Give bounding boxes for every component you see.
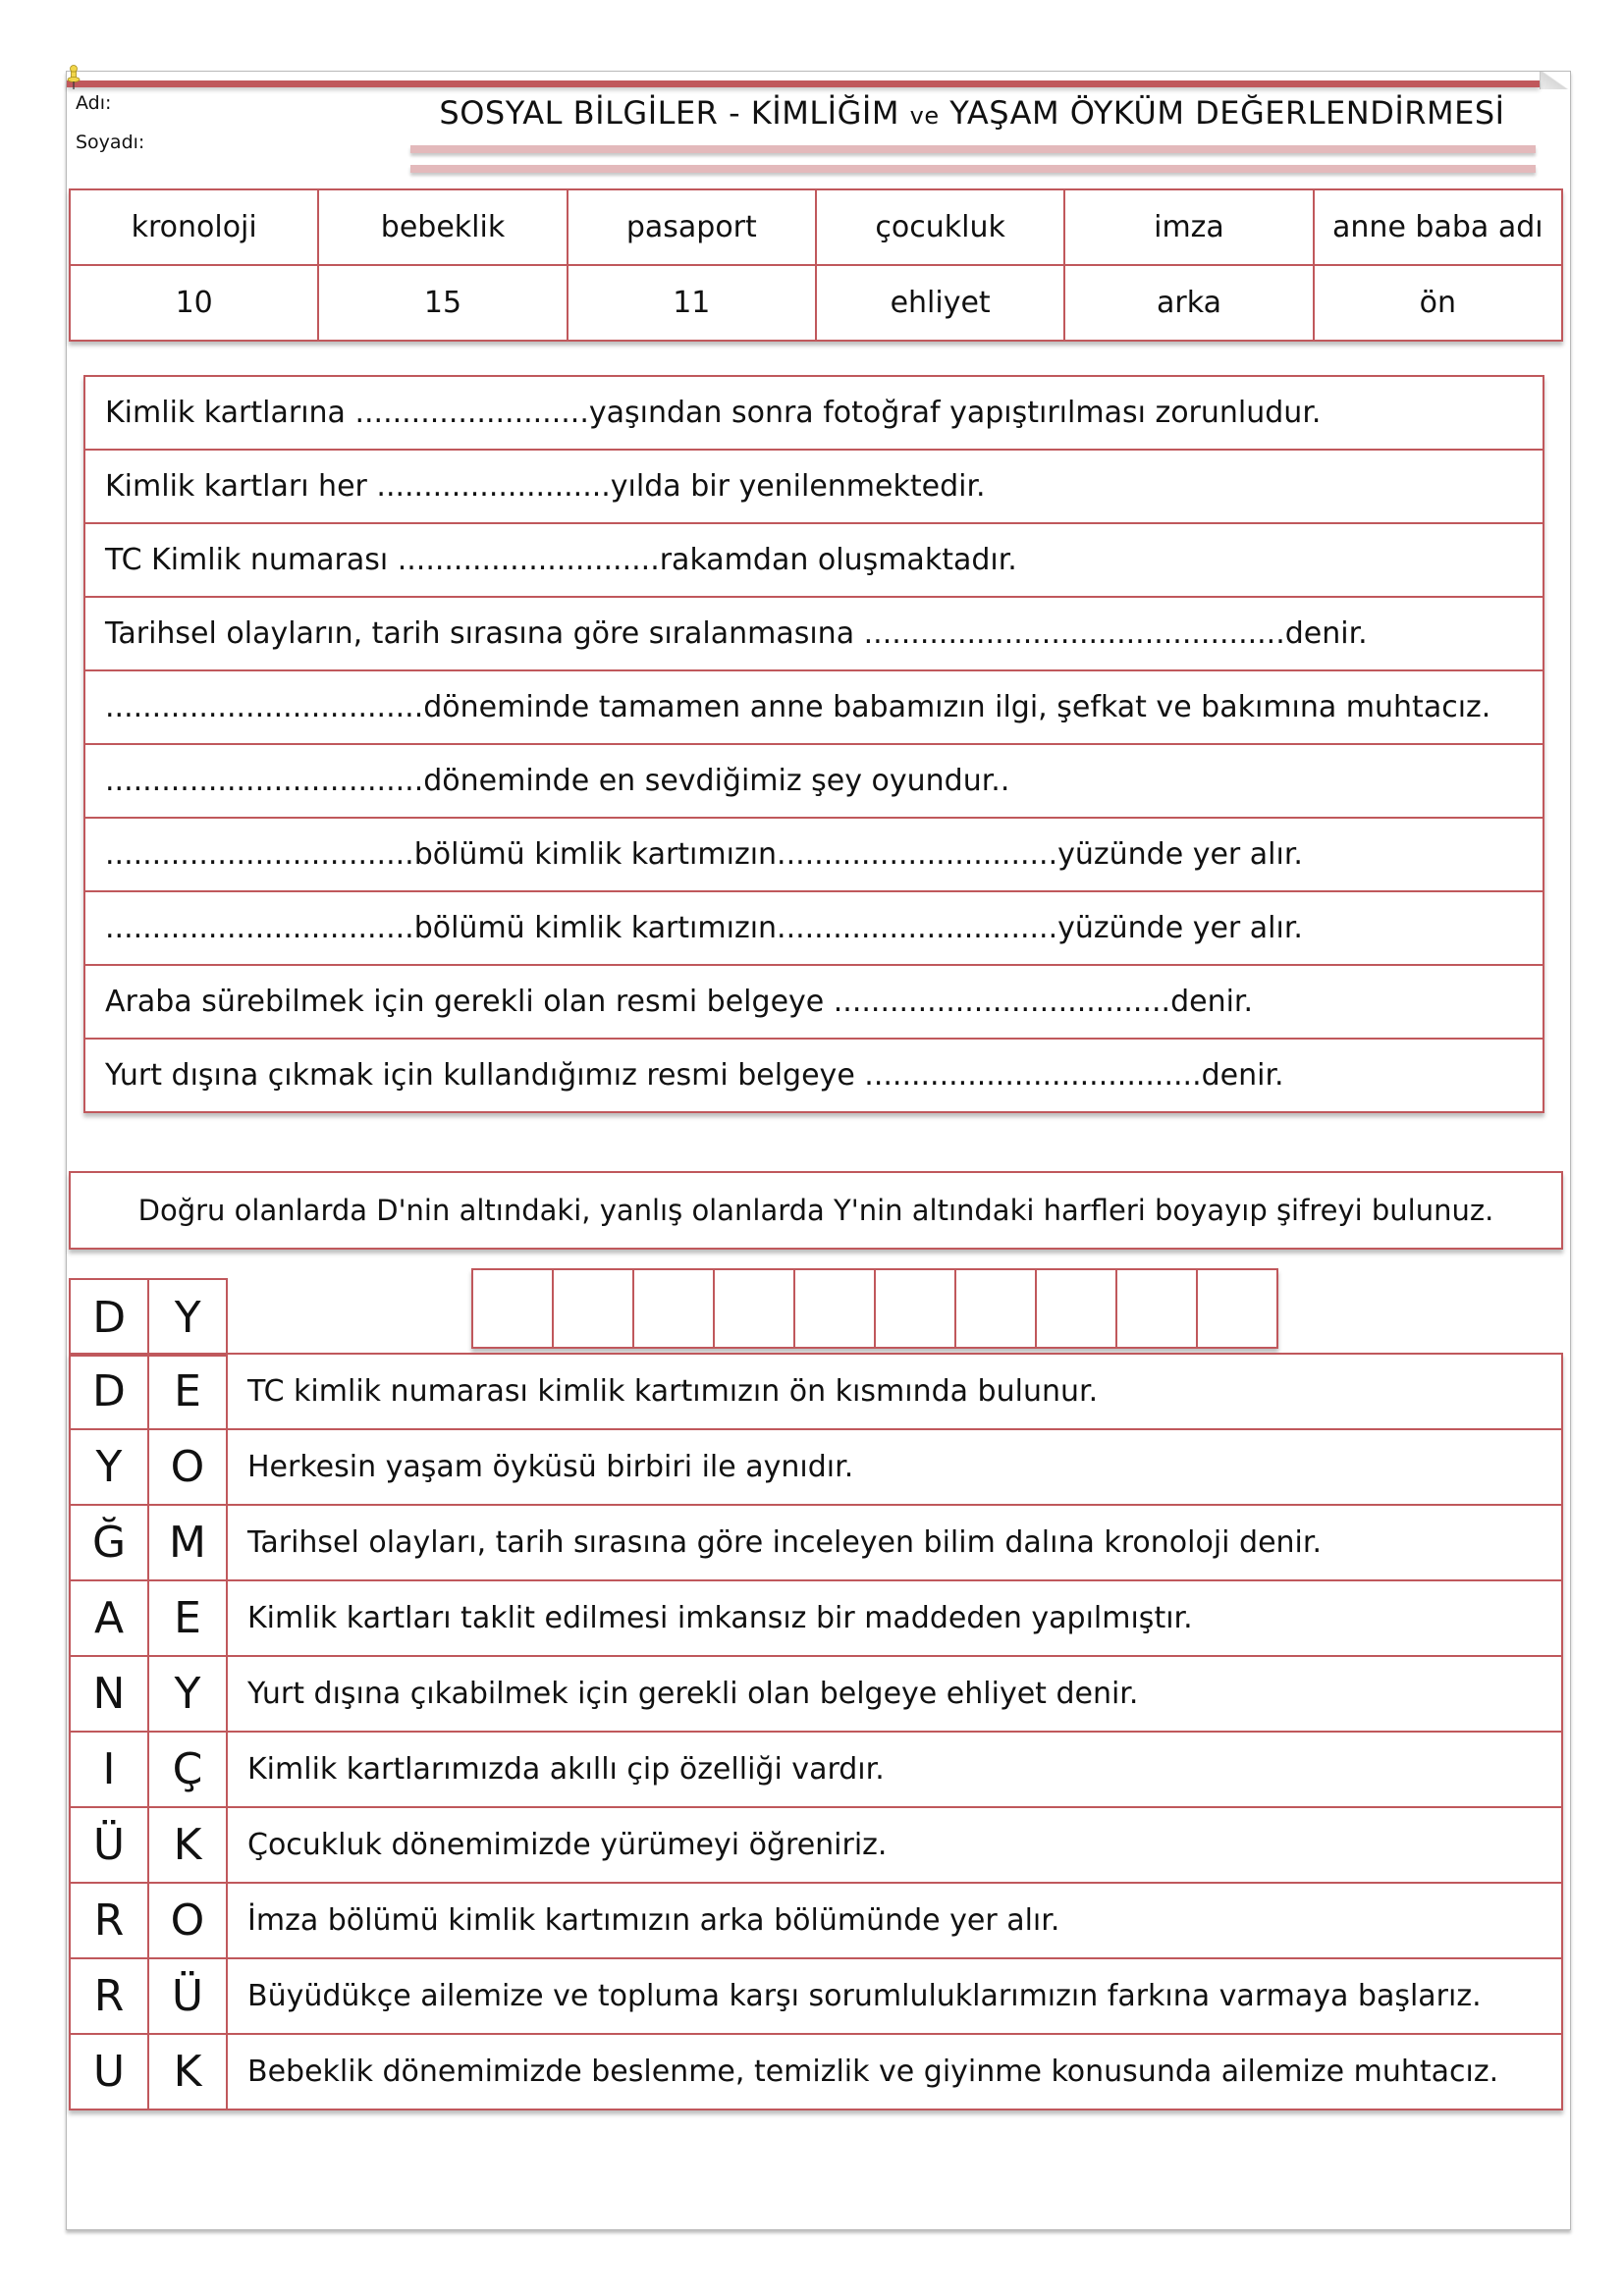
word-bank-cell: imza: [1064, 189, 1313, 265]
fill-in-item[interactable]: Tarihsel olayların, tarih sırasına göre sıralanmasına .............................................denir.: [84, 597, 1543, 670]
word-bank-row: [70, 189, 1562, 265]
fill-in-item[interactable]: ..................................döneminde tamamen anne babamızın ilgi, şefkat ve bakımına muhtacız.: [84, 670, 1543, 744]
title-underline-2: [410, 165, 1536, 173]
cipher-answer-box[interactable]: [715, 1270, 795, 1347]
word-bank-cell: bebeklik: [318, 189, 567, 265]
yanlis-column-header: Y: [148, 1279, 227, 1356]
cipher-answer-box[interactable]: [1037, 1270, 1117, 1347]
word-bank-cell: 10: [70, 265, 318, 341]
fill-in-item[interactable]: TC Kimlik numarası ............................rakamdan oluşmaktadır.: [84, 523, 1543, 597]
true-false-row: [70, 1354, 1562, 1429]
dogru-letter[interactable]: D: [70, 1354, 148, 1429]
dogru-letter[interactable]: Ğ: [70, 1505, 148, 1580]
header-red-bar: [67, 80, 1540, 87]
true-false-instruction: Doğru olanlarda D'nin altındaki, yanlış olanlarda Y'nin altındaki harfleri boyayıp şifreyi bulunuz.: [69, 1171, 1563, 1250]
statement: Tarihsel olayları, tarih sırasına göre inceleyen bilim dalına kronoloji denir.: [227, 1505, 1562, 1580]
word-bank-cell: çocukluk: [816, 189, 1064, 265]
fill-in-item[interactable]: Yurt dışına çıkmak için kullandığımız resmi belgeye ....................................denir.: [84, 1039, 1543, 1112]
cipher-answer-box[interactable]: [634, 1270, 715, 1347]
name-label: Adı:: [76, 92, 112, 114]
cipher-answer-box[interactable]: [876, 1270, 956, 1347]
statement: Çocukluk dönemimizde yürümeyi öğreniriz.: [227, 1807, 1562, 1883]
word-bank-cell: anne baba adı: [1314, 189, 1562, 265]
word-bank-cell: ön: [1314, 265, 1562, 341]
word-bank-cell: 11: [568, 265, 816, 341]
yanlis-letter[interactable]: E: [148, 1580, 227, 1656]
yanlis-letter[interactable]: E: [148, 1354, 227, 1429]
title-connector: ve: [909, 102, 940, 130]
fill-in-item[interactable]: Kimlik kartları her .........................yılda bir yenilenmektedir.: [84, 450, 1543, 523]
statement: Kimlik kartları taklit edilmesi imkansız bir maddeden yapılmıştır.: [227, 1580, 1562, 1656]
page-title: [407, 94, 1537, 132]
true-false-row: [70, 1656, 1562, 1732]
title-part-2: YAŞAM ÖYKÜM DEĞERLENDİRMESİ: [939, 94, 1505, 132]
dogru-letter[interactable]: Y: [70, 1429, 148, 1505]
cipher-answer-boxes: [471, 1268, 1278, 1349]
title-underline-1: [410, 145, 1536, 153]
true-false-table: [69, 1353, 1563, 2110]
yanlis-letter[interactable]: Ü: [148, 1958, 227, 2034]
statement: İmza bölümü kimlik kartımızın arka bölümünde yer alır.: [227, 1883, 1562, 1958]
cipher-answer-box[interactable]: [795, 1270, 876, 1347]
yanlis-letter[interactable]: O: [148, 1429, 227, 1505]
yanlis-letter[interactable]: K: [148, 1807, 227, 1883]
true-false-row: [70, 1883, 1562, 1958]
dogru-column-header: D: [70, 1279, 148, 1356]
dogru-letter[interactable]: N: [70, 1656, 148, 1732]
dogru-letter[interactable]: R: [70, 1958, 148, 2034]
word-bank-cell: 15: [318, 265, 567, 341]
word-bank-cell: pasaport: [568, 189, 816, 265]
true-false-row: [70, 1958, 1562, 2034]
true-false-row: [70, 1580, 1562, 1656]
true-false-row: [70, 1732, 1562, 1807]
cipher-answer-box[interactable]: [956, 1270, 1037, 1347]
dy-header: [69, 1278, 228, 1357]
statement: TC kimlik numarası kimlik kartımızın ön kısmında bulunur.: [227, 1354, 1562, 1429]
statement: Bebeklik dönemimizde beslenme, temizlik ve giyinme konusunda ailemize muhtacız.: [227, 2034, 1562, 2109]
yanlis-letter[interactable]: M: [148, 1505, 227, 1580]
cipher-answer-box[interactable]: [1117, 1270, 1198, 1347]
dogru-letter[interactable]: U: [70, 2034, 148, 2109]
true-false-row: [70, 2034, 1562, 2109]
dogru-letter[interactable]: I: [70, 1732, 148, 1807]
fill-in-blanks-table: [83, 375, 1544, 1113]
dogru-letter[interactable]: Ü: [70, 1807, 148, 1883]
word-bank-cell: kronoloji: [70, 189, 318, 265]
yanlis-letter[interactable]: Y: [148, 1656, 227, 1732]
yanlis-letter[interactable]: Ç: [148, 1732, 227, 1807]
word-bank-table: [69, 188, 1563, 342]
fill-in-item[interactable]: Kimlik kartlarına .........................yaşından sonra fotoğraf yapıştırılması zorunludur.: [84, 376, 1543, 450]
yanlis-letter[interactable]: O: [148, 1883, 227, 1958]
true-false-row: [70, 1807, 1562, 1883]
word-bank-row: [70, 265, 1562, 341]
fill-in-item[interactable]: .................................bölümü kimlik kartımızın..............................yüzünde yer alır.: [84, 818, 1543, 891]
cipher-answer-box[interactable]: [473, 1270, 554, 1347]
word-bank-cell: ehliyet: [816, 265, 1064, 341]
fill-in-item[interactable]: Araba sürebilmek için gerekli olan resmi belgeye ....................................denir.: [84, 965, 1543, 1039]
statement: Yurt dışına çıkabilmek için gerekli olan belgeye ehliyet denir.: [227, 1656, 1562, 1732]
fill-in-item[interactable]: .................................bölümü kimlik kartımızın..............................yüzünde yer alır.: [84, 891, 1543, 965]
statement: Büyüdükçe ailemize ve topluma karşı sorumluluklarımızın farkına varmaya başlarız.: [227, 1958, 1562, 2034]
dogru-letter[interactable]: R: [70, 1883, 148, 1958]
surname-label: Soyadı:: [76, 132, 145, 153]
yanlis-letter[interactable]: K: [148, 2034, 227, 2109]
dogru-letter[interactable]: A: [70, 1580, 148, 1656]
true-false-row: [70, 1505, 1562, 1580]
cipher-answer-box[interactable]: [554, 1270, 634, 1347]
cipher-answer-box[interactable]: [1198, 1270, 1276, 1347]
statement: Herkesin yaşam öyküsü birbiri ile aynıdır.: [227, 1429, 1562, 1505]
fill-in-item[interactable]: ..................................döneminde en sevdiğimiz şey oyundur..: [84, 744, 1543, 818]
page-curl-icon: [1540, 72, 1570, 89]
pushpin-icon: [67, 65, 81, 90]
statement: Kimlik kartlarımızda akıllı çip özelliği vardır.: [227, 1732, 1562, 1807]
true-false-row: [70, 1429, 1562, 1505]
title-part-1: SOSYAL BİLGİLER - KİMLİĞİM: [439, 94, 910, 132]
word-bank-cell: arka: [1064, 265, 1313, 341]
